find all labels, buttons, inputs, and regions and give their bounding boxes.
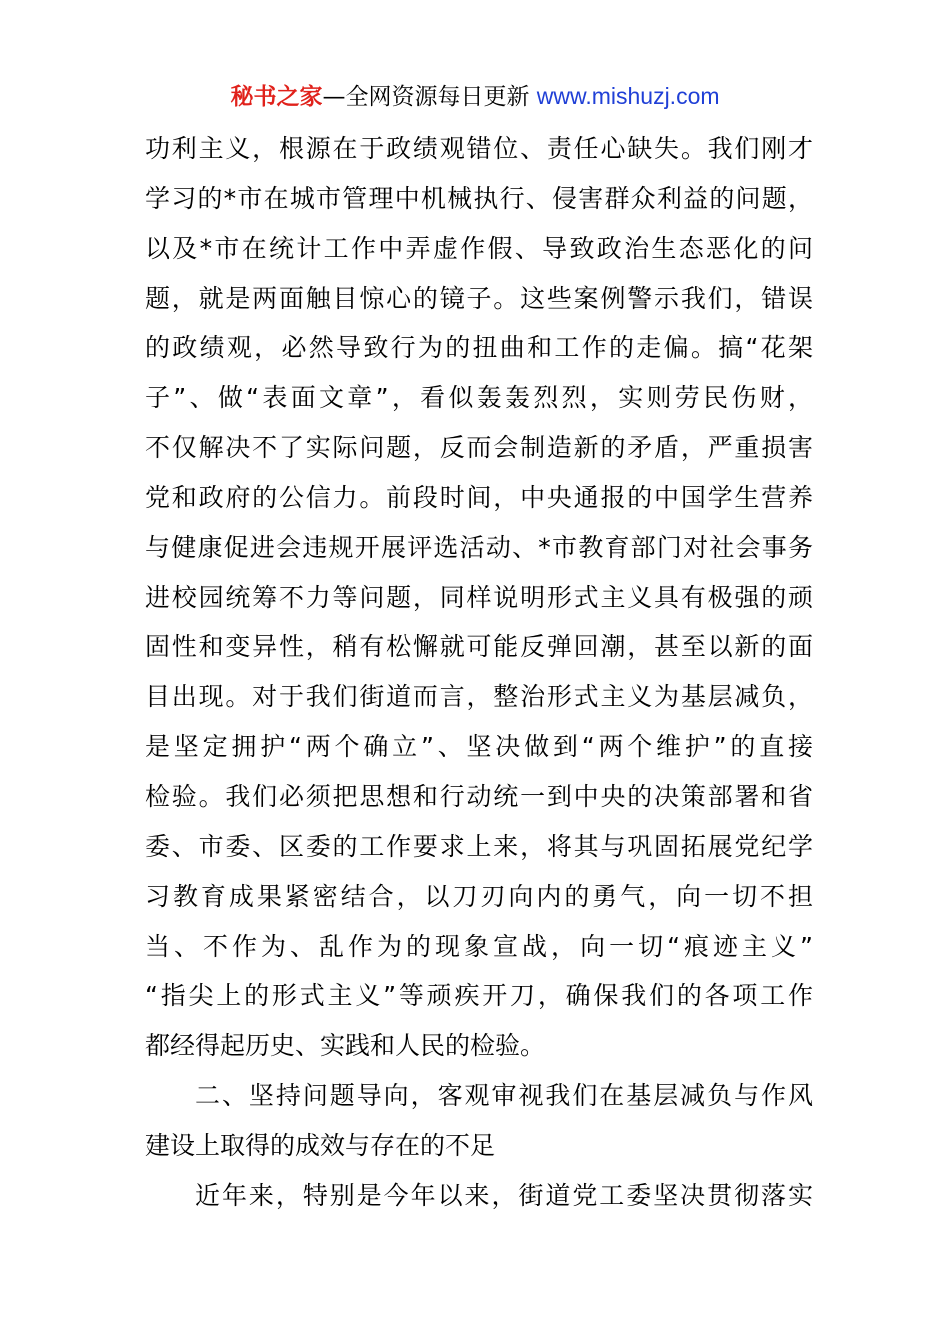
text-line: 检验。我们必须把思想和行动统一到中央的决策部署和省: [145, 781, 813, 811]
site-brand: 秘书之家: [230, 84, 323, 110]
text-line: 题，就是两面触目惊心的镜子。这些案例警示我们，错误: [145, 283, 813, 313]
site-header: [0, 80, 950, 113]
text-line: 委、市委、区委的工作要求上来，将其与巩固拓展党纪学: [145, 831, 813, 861]
text-line: 与健康促进会违规开展评选活动、*市教育部门对社会事务: [145, 532, 813, 562]
text-line: 不仅解决不了实际问题，反而会制造新的矛盾，严重损害: [145, 433, 813, 463]
text-line: 固性和变异性，稍有松懈就可能反弹回潮，甚至以新的面: [145, 632, 813, 662]
text-line: 学习的*市在城市管理中机械执行、侵害群众利益的问题，: [145, 183, 813, 213]
text-line: 子”、做“表面文章”，看似轰轰烈烈，实则劳民伤财，: [145, 383, 813, 413]
text-line: 党和政府的公信力。前段时间，中央通报的中国学生营养: [145, 482, 813, 512]
site-tagline: —全网资源每日更新: [322, 84, 537, 110]
text-line: 习教育成果紧密结合，以刀刃向内的勇气，向一切不担: [145, 881, 813, 911]
section-heading-line: 建设上取得的成效与存在的不足: [145, 1130, 496, 1160]
site-url-link[interactable]: www.mishuzj.com: [536, 83, 720, 109]
text-line: 目出现。对于我们街道而言，整治形式主义为基层减负，: [145, 682, 813, 712]
section-heading-line: 二、坚持问题导向，客观审视我们在基层减负与作风: [195, 1081, 813, 1111]
text-line: 近年来，特别是今年以来，街道党工委坚决贯彻落实: [195, 1180, 813, 1210]
text-line: 进校园统筹不力等问题，同样说明形式主义具有极强的顽: [145, 582, 813, 612]
text-line: 是坚定拥护“两个确立”、坚决做到“两个维护”的直接: [145, 732, 813, 762]
text-line: “指尖上的形式主义”等顽疾开刀，确保我们的各项工作: [145, 981, 813, 1011]
text-line: 的政绩观，必然导致行为的扭曲和工作的走偏。搞“花架: [145, 333, 813, 363]
document-body: [145, 124, 813, 1221]
text-line: 功利主义，根源在于政绩观错位、责任心缺失。我们刚才: [145, 134, 813, 163]
text-line: 以及*市在统计工作中弄虚作假、导致政治生态恶化的问: [145, 233, 813, 263]
text-line: 当、不作为、乱作为的现象宣战，向一切“痕迹主义”: [145, 931, 813, 961]
text-line: 都经得起历史、实践和人民的检验。: [145, 1031, 546, 1061]
